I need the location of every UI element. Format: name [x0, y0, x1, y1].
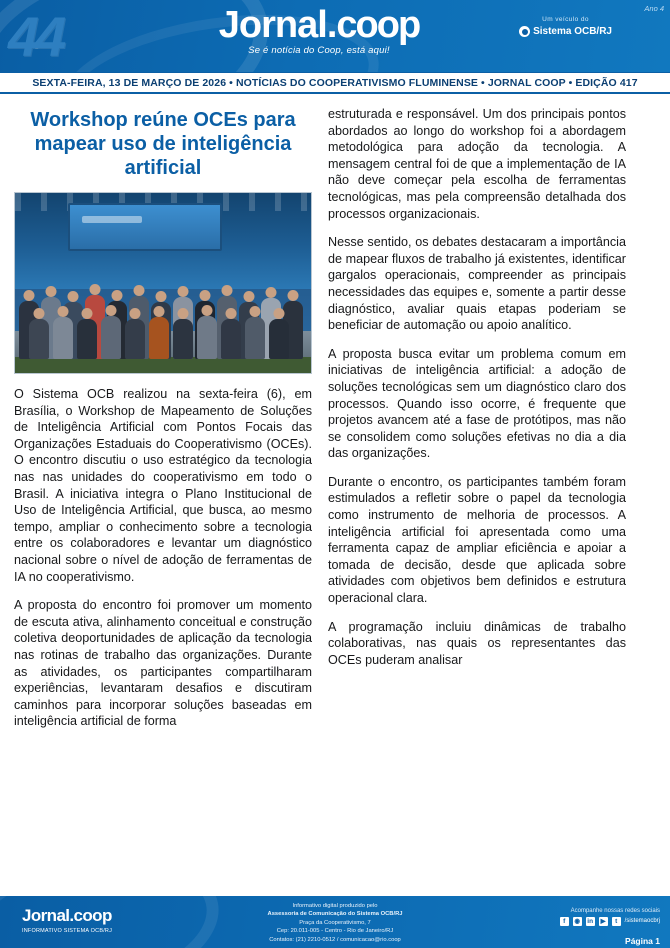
footer-credit-line: Praça da Cooperativismo, 7	[299, 919, 371, 926]
page-number: Página 1	[625, 936, 660, 946]
footer-credit-line: Informativo digital produzido pelo	[292, 903, 378, 909]
footer-social-label: Acompanhe nossas redes sociais	[570, 908, 660, 914]
paragraph: A programação incluiu dinâmicas de trabalho colaborativas, nas quais os representantes das OCEs puderam analisar	[328, 619, 626, 667]
paragraph: Nesse sentido, os debates destacaram a importância de mapear fluxos de trabalho já existentes, identificar gargalos operacionais, compreender as principais necessidades das equipes e, somente a partir desse diagnóstico, avaliar quais etapas poderiam se beneficiar de automação ou apoio analítico.	[328, 235, 626, 333]
masthead	[0, 0, 670, 72]
edition-bar	[0, 72, 670, 94]
footer-credit-line: Cep: 20.011-005 - Centro - Rio de Janeiro/RJ	[276, 928, 394, 935]
paragraph: A proposta busca evitar um problema comum em iniciativas de inteligência artificial: a adoção de soluções tecnológicas sem um diagnóstico claro dos processos. Quando isso ocorre, é frequente que projetos avancem até a fase de protótipos, mas não se consolidem como soluções efetivas no dia a dia das organizações.	[328, 346, 626, 461]
masthead-tagline: Se é notícia do Coop, está aqui!	[248, 45, 390, 56]
photo-carpet	[15, 357, 311, 373]
article-photo	[14, 192, 312, 374]
twitter-icon[interactable]: t	[612, 917, 621, 926]
logo-dot: .	[326, 4, 337, 46]
paragraph: A proposta do encontro foi promover um momento de escuta ativa, alinhamento conceitual e construção coletiva deoportunidades de aplicação da tecnologia nas rotinas de trabalho das organizações. Durante as atividades, os participantes compartilharam experiências, levantaram desafios e discutiram caminhos para incorporar soluções baseadas em inteligência artificial de forma	[14, 598, 312, 729]
masthead-endorsement	[519, 16, 612, 37]
footer-credit-line: Contatos: (21) 2210-0512 / comunicacao@rio.coop	[269, 936, 401, 943]
footer-logo-word: Jornal.coop	[22, 906, 112, 925]
year-note: Ano 4	[644, 4, 664, 13]
left-column	[14, 106, 312, 896]
right-column	[328, 106, 626, 896]
endorsement-brand: Sistema OCB/RJ	[533, 26, 612, 37]
page-footer	[0, 896, 670, 948]
logo-word-jornal: Jornal	[218, 4, 327, 46]
edition-text: SEXTA-FEIRA, 13 DE MARÇO DE 2026 • NOTÍCIAS DO COOPERATIVISMO FLUMINENSE • JORNAL COOP • EDIÇÃO 417	[32, 76, 638, 89]
youtube-icon[interactable]: ▶	[600, 918, 606, 925]
masthead-logo	[219, 6, 419, 56]
footer-logo-subtitle: INFORMATIVO SISTEMA OCB/RJ	[22, 928, 113, 934]
page-title: Workshop reúne OCEs para mapear uso de inteligência artificial	[30, 109, 296, 179]
photo-group-of-people	[15, 241, 311, 359]
endorsement-label: Um veículo do	[542, 16, 589, 23]
facebook-icon[interactable]: f	[560, 917, 569, 926]
footer-social-handle: /sistemaocbrj	[624, 918, 660, 924]
paragraph: O Sistema OCB realizou na sexta-feira (6), em Brasília, o Workshop de Mapeamento de Soluções de Inteligência Artificial com Pontos Focais das Organizações Estaduais do Cooperativismo (OCEs). O encontro discutiu o uso estratégico da tecnologia nas nas unidades do cooperativismo em todo o Brasil. A iniciativa integra o Plano Institucional de Uso de Inteligência Artificial, que busca, ao mesmo tempo, ampliar o conhecimento sobre a tecnologia entre os colaboradores e levantar um diagnóstico nacional sobre o nível de adoção de ferramentas de IA no cooperativismo.	[14, 387, 312, 584]
paragraph: Durante o encontro, os participantes também foram estimulados a refletir sobre o papel da tecnologia como instrumento de melhoria de processos. A inteligência artificial foi apresentada como uma ferramenta capaz de ampliar eficiência e apoiar a tomada de decisão, desde que aplicada sobre atividades com objetivos bem definidos e estrutura operacional clara.	[328, 474, 626, 606]
ocb-logo-icon	[519, 26, 530, 37]
footer-logo	[22, 906, 112, 934]
linkedin-icon[interactable]: in	[587, 918, 594, 925]
paragraph: estruturada e responsável. Um dos principais pontos abordados ao longo do workshop foi a abordagem metodológica para adoção da tecnologia. A mensagem central foi de que a implementação de IA não deve começar pela escolha de ferramentas tecnológicas, mas pela compreensão detalhada dos processos organizacionais.	[328, 107, 626, 221]
anniversary-badge: 44	[8, 5, 63, 68]
instagram-icon[interactable]: ◉	[574, 918, 580, 925]
footer-social	[560, 908, 660, 926]
footer-credit-line: Assessoria de Comunicação do Sistema OCB/RJ	[267, 911, 403, 918]
footer-credits	[268, 902, 403, 944]
logo-word-coop: coop	[336, 4, 420, 46]
article-body	[0, 96, 670, 896]
